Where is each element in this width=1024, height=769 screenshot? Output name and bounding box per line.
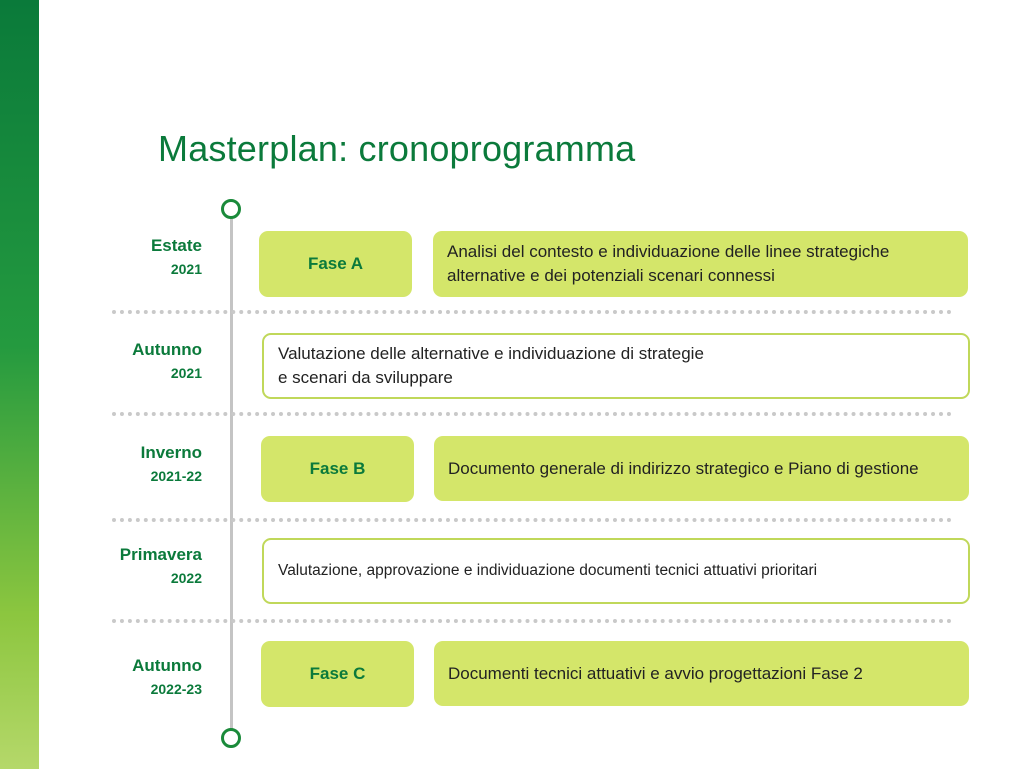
season-label: Autunno	[132, 340, 202, 359]
season-label: Estate	[150, 236, 202, 255]
row-separator	[112, 619, 952, 623]
autunno-2021-description: Valutazione delle alternative e individuazione di strategie e scenari da sviluppare	[262, 333, 970, 399]
year-label: 2022	[170, 570, 202, 586]
row-label-autunno-2022-23	[132, 656, 202, 699]
year-label: 2022-23	[150, 681, 202, 697]
page-title: Masterplan: cronoprogramma	[158, 128, 636, 169]
season-label: Inverno	[140, 443, 202, 462]
side-accent-bar	[0, 0, 39, 769]
phase-a-description: Analisi del contesto e individuazione delle linee strategiche alternative e dei potenziali scenari connessi	[433, 231, 968, 297]
row-label-estate-2021	[151, 236, 202, 279]
phase-b-badge: Fase B	[261, 436, 414, 502]
row-separator	[112, 412, 952, 416]
timeline-start-circle-icon	[221, 199, 241, 219]
year-label: 2021-22	[150, 468, 202, 484]
timeline-line	[230, 219, 233, 734]
phase-c-description: Documenti tecnici attuativi e avvio progettazioni Fase 2	[434, 641, 969, 706]
row-label-autunno-2021	[132, 340, 202, 383]
phase-c-badge: Fase C	[261, 641, 414, 707]
row-separator	[112, 310, 952, 314]
timeline-end-circle-icon	[221, 728, 241, 748]
year-label: 2021	[170, 261, 202, 277]
phase-a-badge: Fase A	[259, 231, 412, 297]
year-label: 2021	[170, 365, 202, 381]
row-label-primavera-2022	[120, 545, 202, 588]
row-separator	[112, 518, 952, 522]
phase-b-description: Documento generale di indirizzo strategico e Piano di gestione	[434, 436, 969, 501]
season-label: Autunno	[132, 656, 202, 675]
primavera-2022-description: Valutazione, approvazione e individuazione documenti tecnici attuativi prioritari	[262, 538, 970, 604]
row-label-inverno-2021-22	[141, 443, 202, 486]
season-label: Primavera	[119, 545, 202, 564]
